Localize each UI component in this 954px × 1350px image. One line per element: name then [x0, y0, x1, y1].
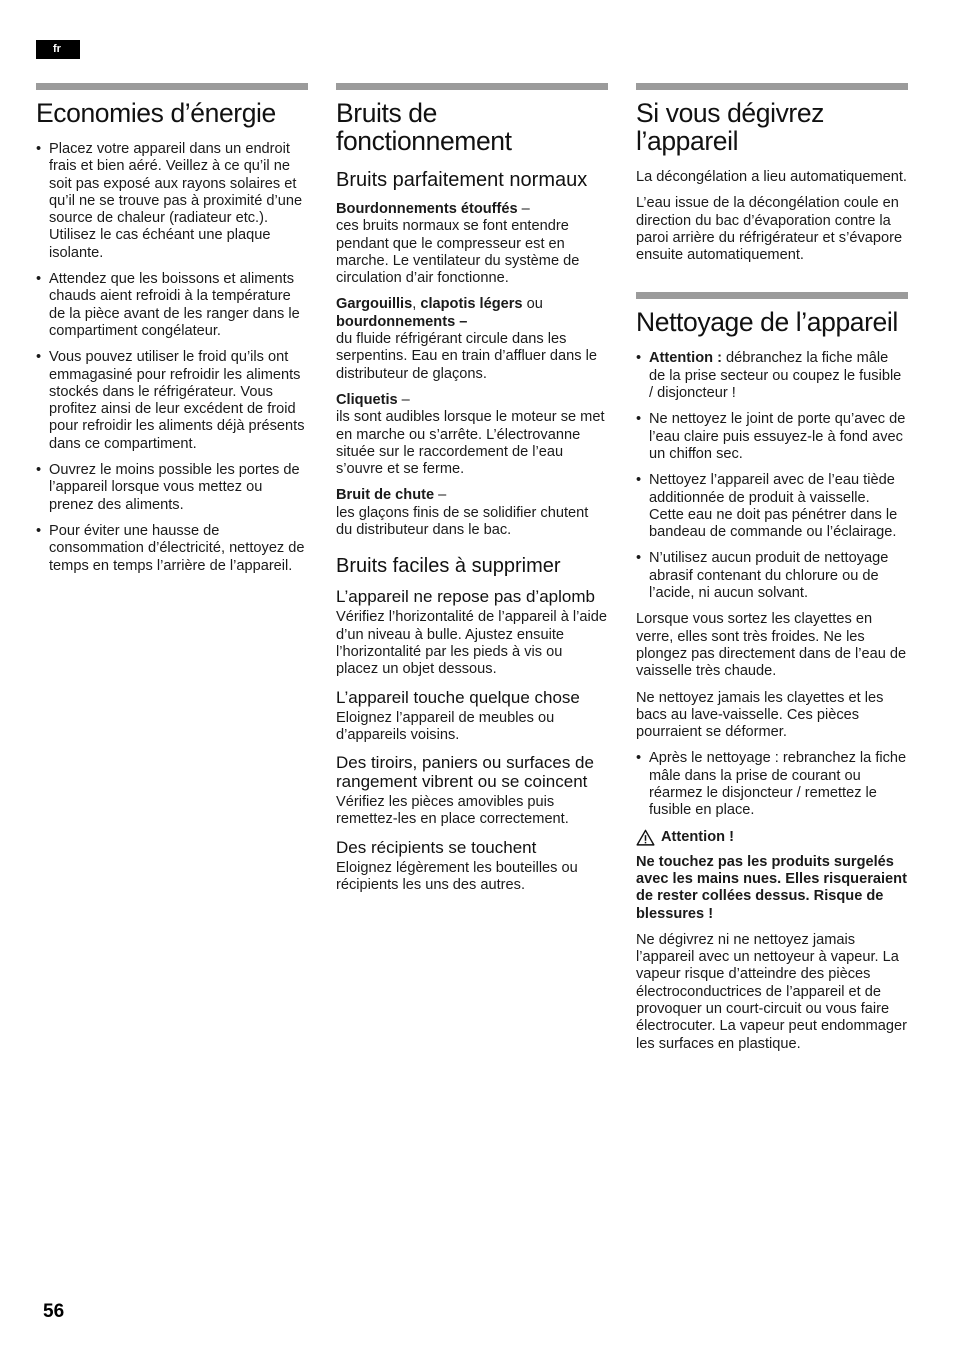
noise-remedy: Eloignez l’appareil de meubles ou d’appareils voisins.: [336, 709, 555, 743]
noise-separator: –: [517, 201, 530, 217]
defrost-cleaning-column: [636, 83, 908, 1062]
noise-item: [336, 201, 608, 287]
noise-term: Gargouillis: [336, 296, 413, 313]
normal-noise-heading: Bruits parfaitement normaux: [336, 169, 588, 191]
warning-triangle-icon: [636, 829, 655, 846]
warning-heading: [636, 829, 908, 846]
cleaning-title: Nettoyage de l’appareil: [636, 307, 898, 338]
noise-title: Bruits de fonctionnement: [336, 98, 512, 156]
section-rule: [36, 83, 308, 90]
energy-saving-list: [36, 141, 308, 575]
warning-label: Attention !: [661, 828, 734, 845]
list-item: • Ne nettoyez le joint de porte qu’avec de l’eau claire puis essuyez-le à fond avec un chiffon sec.: [636, 411, 908, 463]
list-item: • Vous pouvez utiliser le froid qu’ils ont emmagasiné pour refroidir les aliments stockés dans le réfrigérateur. Vous profitez ainsi de leur excédent de froid pour refroidir les aliments déjà présents dans ce compartiment.: [36, 349, 308, 453]
list-item: [636, 350, 908, 402]
list-item: • Attendez que les boissons et aliments chauds aient refroidi à la température de la pièce avant de les ranger dans le compartiment congélateur.: [36, 271, 308, 340]
list-item: • Pour éviter une hausse de consommation d’électricité, nettoyez de temps en temps l’arrière de l’appareil.: [36, 523, 308, 575]
list-item: • N’utilisez aucun produit de nettoyage abrasif contenant du chlorure ou de l’acide, ni aucun solvant.: [636, 550, 908, 602]
noise-subheading: L’appareil ne repose pas d’aplomb: [336, 587, 595, 607]
noise-description: les glaçons finis de se solidifier chutent du distributeur dans le bac.: [336, 504, 589, 539]
noise-separator: ,: [412, 296, 421, 313]
noise-term: clapotis légers: [420, 296, 523, 313]
attention-label: Attention :: [649, 350, 722, 367]
section-rule: [636, 83, 908, 90]
list-item: • Nettoyez l’appareil avec de l’eau tiède additionnée de produit à vaisselle. Cette eau ne doit pas pénétrer dans le bandeau de commande ou l’éclairage.: [636, 472, 908, 541]
noise-term: Bruit de chute: [336, 487, 435, 504]
after-cleaning-list: [636, 750, 908, 819]
noise-subheading: Des récipients se touchent: [336, 837, 537, 857]
noise-item: [336, 487, 608, 539]
noise-remedy: Vérifiez les pièces amovibles puis remettez-les en place correctement.: [336, 794, 569, 828]
noise-description: ils sont audibles lorsque le moteur se met en marche ou s’arrête. L’électrovanne située sur le raccordement de l’eau s’ouvre et se ferme.: [336, 409, 605, 478]
list-item: • Placez votre appareil dans un endroit frais et bien aéré. Veillez à ce qu’il ne soit pas exposé aux rayons solaires et qu’il ne se trouve pas à proximité d’une source de chaleur (radiateur etc.). Utilisez le cas échéant une plaque isolante.: [36, 141, 308, 262]
noise-section: [336, 83, 608, 903]
noise-separator: –: [434, 487, 447, 504]
noise-remedy: Vérifiez l’horizontalité de l’appareil à l’aide d’un niveau à bulle. Ajustez ensuite l’horizontalité par les pieds à vis ou placez un objet dessous.: [336, 609, 607, 678]
defrost-title: Si vous dégivrez l’appareil: [636, 98, 825, 156]
list-item: • Après le nettoyage : rebranchez la fiche mâle dans la prise de courant ou réarmez le disjoncteur / remettez le fusible en place.: [636, 750, 908, 819]
warning-bold-text: Ne touchez pas les produits surgelés avec les mains nues. Elles risqueraient de rester collées dessus. Risque de blessures !: [636, 853, 907, 922]
defrost-paragraph: L’eau issue de la décongélation coule en direction du bac d’évaporation contre la paroi arrière du réfrigérateur et s’évapore ensuite automatiquement.: [636, 195, 903, 264]
noise-subheading: Des tiroirs, paniers ou surfaces de rangement vibrent ou se coincent: [336, 753, 594, 792]
defrost-paragraph: La décongélation a lieu automatiquement.: [636, 169, 907, 185]
noise-description: du fluide réfrigérant circule dans les serpentins. Eau en train d’affluer dans le distributeur de glaçons.: [336, 331, 597, 382]
list-item: • Ouvrez le moins possible les portes de l’appareil lorsque vous mettez ou prenez des aliments.: [36, 462, 308, 514]
noise-description: ces bruits normaux se font entendre pendant que le compresseur est en marche. Le ventilateur du système de circulation d’air fonctionne.: [336, 218, 580, 287]
page-number: 56: [43, 1301, 65, 1322]
noise-separator: –: [397, 391, 410, 408]
noise-separator: ou: [522, 296, 543, 313]
section-rule: [336, 83, 608, 90]
section-rule: [636, 292, 908, 299]
noise-term: Bourdonnements étouffés: [336, 201, 518, 217]
warning-text: Ne dégivrez ni ne nettoyez jamais l’appareil avec un nettoyeur à vapeur. La vapeur risque d’atteindre des pièces électroconductrices de l’appareil et de provoquer un court-circuit ou vous faire électrocuter. La vapeur peut endommager les surfaces en plastique.: [636, 931, 907, 1052]
cleaning-list: [636, 350, 908, 602]
attention-text: débranchez la fiche mâle de la prise secteur ou coupez le fusible / disjoncteur !: [649, 350, 902, 402]
noise-remedy: Eloignez légèrement les bouteilles ou récipients les uns des autres.: [336, 859, 578, 894]
noise-subheading: L’appareil touche quelque chose: [336, 687, 580, 707]
noise-item: [336, 296, 608, 382]
noise-item: [336, 392, 608, 478]
energy-saving-title: Economies d’énergie: [36, 98, 276, 128]
language-badge: fr: [36, 40, 80, 59]
energy-saving-section: [36, 83, 308, 584]
noise-term: bourdonnements –: [336, 313, 468, 330]
cleaning-paragraph: Ne nettoyez jamais les clayettes et les bacs au lave-vaisselle. Ces pièces pourraient se déformer.: [636, 689, 884, 741]
noise-term: Cliquetis: [336, 391, 398, 408]
avoidable-noise-heading: Bruits faciles à supprimer: [336, 555, 561, 578]
cleaning-paragraph: Lorsque vous sortez les clayettes en verre, elles sont très froides. Ne les plongez pas directement dans de l’eau de vaisselle très chaude.: [636, 611, 907, 680]
